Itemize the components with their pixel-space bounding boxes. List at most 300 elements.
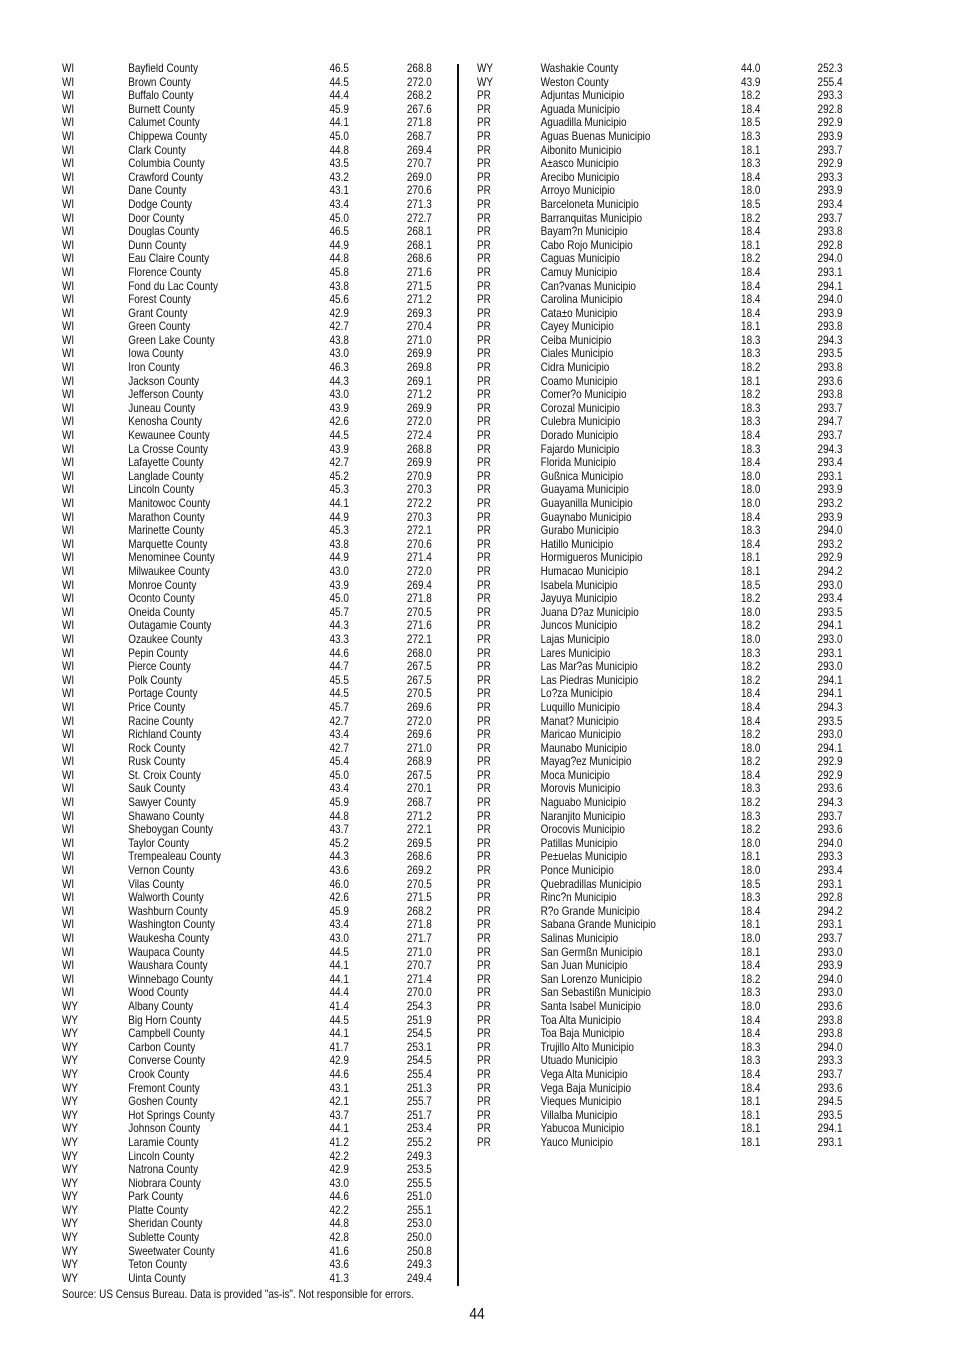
state-code: WI bbox=[62, 768, 75, 782]
county-name: Manat? Municipio bbox=[540, 714, 619, 728]
state-code: PR bbox=[477, 524, 491, 538]
longitude-value: 270.3 bbox=[406, 483, 432, 497]
table-row bbox=[62, 809, 432, 824]
table-row bbox=[62, 823, 432, 837]
longitude-value: 293.7 bbox=[817, 401, 843, 415]
state-code: PR bbox=[477, 945, 491, 959]
table-row bbox=[62, 415, 432, 429]
state-code: WY bbox=[62, 1122, 79, 1136]
latitude-value: 44.6 bbox=[329, 1190, 349, 1204]
county-name: Barceloneta Municipio bbox=[540, 197, 639, 211]
latitude-value: 46.5 bbox=[329, 225, 349, 239]
latitude-value: 43.8 bbox=[329, 333, 349, 347]
county-name: Aguas Buenas Municipio bbox=[540, 129, 651, 143]
latitude-value: 44.4 bbox=[329, 986, 349, 1000]
table-row bbox=[62, 1108, 432, 1123]
table-row bbox=[62, 429, 432, 443]
longitude-value: 293.1 bbox=[817, 1135, 843, 1149]
table-row bbox=[477, 129, 843, 144]
longitude-value: 294.3 bbox=[817, 333, 843, 347]
state-code: WI bbox=[62, 469, 75, 483]
county-name: Toa Baja Municipio bbox=[540, 1027, 625, 1041]
longitude-value: 272.7 bbox=[406, 211, 432, 225]
state-code: PR bbox=[477, 143, 491, 157]
table-row bbox=[62, 537, 432, 552]
table-row bbox=[62, 986, 432, 1000]
longitude-value: 293.7 bbox=[817, 932, 843, 945]
longitude-value: 269.2 bbox=[406, 864, 432, 878]
state-code: PR bbox=[477, 836, 491, 850]
state-code: PR bbox=[477, 768, 491, 782]
state-code: PR bbox=[477, 551, 491, 565]
longitude-value: 293.5 bbox=[817, 1108, 843, 1122]
latitude-value: 18.2 bbox=[741, 388, 761, 402]
latitude-value: 45.9 bbox=[329, 796, 349, 810]
county-name: Johnson County bbox=[128, 1122, 201, 1136]
state-code: PR bbox=[477, 728, 491, 742]
state-code: PR bbox=[477, 687, 491, 701]
county-name: Marinette County bbox=[128, 524, 205, 538]
county-name: Luquillo Municipio bbox=[540, 700, 620, 714]
latitude-value: 18.0 bbox=[741, 836, 761, 850]
longitude-value: 293.7 bbox=[817, 1067, 843, 1081]
county-name: Patillas Municipio bbox=[540, 836, 618, 850]
table-row bbox=[477, 877, 843, 892]
table-row bbox=[62, 265, 432, 280]
county-name: Villalba Municipio bbox=[540, 1108, 618, 1122]
latitude-value: 45.6 bbox=[329, 293, 349, 307]
county-name: Jefferson County bbox=[128, 388, 204, 402]
state-code: WI bbox=[62, 170, 75, 184]
latitude-value: 18.3 bbox=[741, 782, 761, 796]
state-code: WI bbox=[62, 157, 75, 171]
table-row bbox=[62, 932, 432, 946]
latitude-value: 45.5 bbox=[329, 673, 349, 687]
table-row bbox=[62, 143, 432, 158]
latitude-value: 42.6 bbox=[329, 415, 349, 429]
state-code: PR bbox=[477, 157, 491, 171]
longitude-value: 293.5 bbox=[817, 605, 843, 619]
table-row bbox=[62, 211, 432, 226]
latitude-value: 44.6 bbox=[329, 1067, 349, 1081]
latitude-value: 43.9 bbox=[329, 442, 349, 456]
table-row bbox=[62, 62, 432, 76]
table-row bbox=[62, 184, 432, 198]
longitude-value: 293.1 bbox=[817, 265, 843, 279]
latitude-value: 43.9 bbox=[741, 75, 761, 89]
latitude-value: 18.0 bbox=[741, 632, 761, 646]
state-code: WI bbox=[62, 361, 75, 375]
table-row bbox=[477, 293, 843, 307]
county-name: Jackson County bbox=[128, 374, 200, 388]
table-row bbox=[62, 1054, 432, 1068]
latitude-value: 42.2 bbox=[329, 1203, 349, 1217]
table-row bbox=[477, 999, 843, 1014]
table-row bbox=[477, 252, 843, 266]
county-name: Uinta County bbox=[128, 1271, 186, 1285]
county-name: Washburn County bbox=[128, 904, 208, 918]
state-code: PR bbox=[477, 401, 491, 415]
latitude-value: 41.7 bbox=[329, 1040, 349, 1054]
county-name: Green County bbox=[128, 320, 191, 334]
county-name: Can?vanas Municipio bbox=[540, 279, 636, 293]
longitude-value: 271.3 bbox=[406, 197, 432, 211]
longitude-value: 293.9 bbox=[817, 306, 843, 320]
longitude-value: 270.7 bbox=[406, 157, 432, 171]
state-code: PR bbox=[477, 864, 491, 878]
county-name: Carbon County bbox=[128, 1040, 196, 1054]
table-row bbox=[477, 401, 843, 416]
longitude-value: 251.7 bbox=[406, 1108, 432, 1122]
table-row bbox=[62, 1095, 432, 1109]
county-name: Cidra Municipio bbox=[540, 361, 610, 375]
latitude-value: 18.2 bbox=[741, 755, 761, 769]
page-number: 44 bbox=[469, 1306, 485, 1323]
longitude-value: 255.4 bbox=[406, 1067, 432, 1081]
state-code: WI bbox=[62, 673, 75, 687]
table-row bbox=[62, 646, 432, 661]
state-code: WI bbox=[62, 211, 75, 225]
longitude-value: 268.8 bbox=[406, 442, 432, 456]
table-row bbox=[477, 320, 843, 334]
longitude-value: 292.9 bbox=[817, 157, 843, 171]
state-code: PR bbox=[477, 374, 491, 388]
state-code: PR bbox=[477, 646, 491, 660]
latitude-value: 18.0 bbox=[741, 932, 761, 945]
state-code: WY bbox=[62, 1054, 79, 1068]
table-row bbox=[62, 306, 432, 321]
county-name: Mayag?ez Municipio bbox=[540, 755, 632, 769]
state-code: WY bbox=[62, 1108, 79, 1122]
latitude-value: 18.4 bbox=[741, 293, 761, 307]
table-row bbox=[62, 1149, 432, 1164]
longitude-value: 251.9 bbox=[406, 1013, 432, 1027]
table-row bbox=[477, 483, 843, 497]
latitude-value: 18.3 bbox=[741, 524, 761, 538]
state-code: WI bbox=[62, 265, 75, 279]
county-name: Clark County bbox=[128, 143, 186, 157]
table-row bbox=[62, 456, 432, 470]
latitude-value: 18.4 bbox=[741, 537, 761, 551]
longitude-value: 293.5 bbox=[817, 347, 843, 361]
latitude-value: 45.0 bbox=[329, 211, 349, 225]
table-row bbox=[62, 768, 432, 783]
table-row bbox=[477, 850, 843, 864]
state-code: WY bbox=[62, 1081, 79, 1095]
county-name: Maunabo Municipio bbox=[540, 741, 628, 755]
state-code: WI bbox=[62, 850, 75, 864]
longitude-value: 293.9 bbox=[817, 959, 843, 973]
state-code: WY bbox=[62, 1190, 79, 1204]
county-name: Lincoln County bbox=[128, 483, 195, 497]
longitude-value: 293.3 bbox=[817, 1054, 843, 1068]
table-row bbox=[62, 864, 432, 878]
state-code: WI bbox=[62, 945, 75, 959]
state-code: WI bbox=[62, 578, 75, 592]
latitude-value: 18.4 bbox=[741, 700, 761, 714]
state-code: WI bbox=[62, 510, 75, 524]
county-name: Arroyo Municipio bbox=[540, 184, 615, 198]
county-name: Las Piedras Municipio bbox=[540, 673, 639, 687]
longitude-value: 293.8 bbox=[817, 320, 843, 334]
table-row bbox=[477, 524, 843, 538]
table-row bbox=[62, 782, 432, 796]
state-code: WY bbox=[62, 1163, 79, 1177]
county-name: Bayam?n Municipio bbox=[540, 225, 628, 239]
longitude-value: 271.8 bbox=[406, 116, 432, 130]
source-note: Source: US Census Bureau. Data is provided "as-is". Not responsible for errors. bbox=[62, 1288, 414, 1301]
table-row bbox=[477, 62, 843, 76]
longitude-value: 294.1 bbox=[817, 1122, 843, 1136]
state-code: PR bbox=[477, 891, 491, 905]
table-row bbox=[62, 836, 432, 851]
county-name: Fremont County bbox=[128, 1081, 200, 1095]
latitude-value: 45.9 bbox=[329, 102, 349, 116]
county-name: Kenosha County bbox=[128, 415, 202, 429]
table-row bbox=[62, 1190, 432, 1204]
longitude-value: 268.1 bbox=[406, 238, 432, 252]
state-code: PR bbox=[477, 293, 491, 307]
longitude-value: 294.1 bbox=[817, 741, 843, 755]
longitude-value: 268.2 bbox=[406, 904, 432, 918]
longitude-value: 269.9 bbox=[406, 347, 432, 361]
county-name: Laramie County bbox=[128, 1135, 199, 1149]
table-row bbox=[62, 714, 432, 729]
state-code: PR bbox=[477, 605, 491, 619]
longitude-value: 293.0 bbox=[817, 986, 843, 1000]
table-row bbox=[477, 1013, 843, 1028]
table-row bbox=[62, 1081, 432, 1096]
latitude-value: 44.9 bbox=[329, 510, 349, 524]
state-code: PR bbox=[477, 959, 491, 973]
county-name: Ozaukee County bbox=[128, 632, 203, 646]
longitude-value: 294.0 bbox=[817, 972, 843, 986]
longitude-value: 269.9 bbox=[406, 456, 432, 470]
longitude-value: 294.3 bbox=[817, 700, 843, 714]
table-row bbox=[62, 170, 432, 185]
latitude-value: 44.1 bbox=[329, 497, 349, 510]
county-name: Milwaukee County bbox=[128, 564, 210, 578]
table-row bbox=[62, 510, 432, 525]
state-code: WI bbox=[62, 632, 75, 646]
table-row bbox=[62, 1027, 432, 1041]
longitude-value: 293.4 bbox=[817, 197, 843, 211]
state-code: PR bbox=[477, 755, 491, 769]
latitude-value: 41.6 bbox=[329, 1244, 349, 1258]
county-name: Crook County bbox=[128, 1067, 190, 1081]
table-row bbox=[62, 578, 432, 593]
county-name: Sheboygan County bbox=[128, 823, 214, 837]
table-row bbox=[477, 864, 843, 878]
table-row bbox=[62, 891, 432, 905]
longitude-value: 293.8 bbox=[817, 1027, 843, 1041]
longitude-value: 294.0 bbox=[817, 836, 843, 850]
table-row bbox=[477, 741, 843, 756]
table-row bbox=[62, 401, 432, 416]
longitude-value: 271.4 bbox=[406, 551, 432, 565]
county-name: Juncos Municipio bbox=[540, 619, 618, 633]
county-name: Orocovis Municipio bbox=[540, 823, 625, 837]
table-row bbox=[477, 959, 843, 973]
longitude-value: 268.1 bbox=[406, 225, 432, 239]
latitude-value: 43.0 bbox=[329, 388, 349, 402]
latitude-value: 18.0 bbox=[741, 483, 761, 497]
county-name: Florence County bbox=[128, 265, 202, 279]
latitude-value: 43.4 bbox=[329, 728, 349, 742]
table-row bbox=[62, 673, 432, 688]
county-name: Juana D?az Municipio bbox=[540, 605, 639, 619]
longitude-value: 253.1 bbox=[406, 1040, 432, 1054]
latitude-value: 44.5 bbox=[329, 687, 349, 701]
county-name: Cata±o Municipio bbox=[540, 306, 618, 320]
table-row bbox=[477, 388, 843, 402]
longitude-value: 294.7 bbox=[817, 415, 843, 429]
county-name: Arecibo Municipio bbox=[540, 170, 620, 184]
state-code: WI bbox=[62, 592, 75, 606]
latitude-value: 18.4 bbox=[741, 429, 761, 443]
longitude-value: 249.3 bbox=[406, 1258, 432, 1272]
latitude-value: 43.6 bbox=[329, 864, 349, 878]
latitude-value: 44.7 bbox=[329, 660, 349, 674]
county-name: Rock County bbox=[128, 741, 186, 755]
county-name: Iron County bbox=[128, 361, 180, 375]
latitude-value: 43.1 bbox=[329, 1081, 349, 1095]
table-row bbox=[477, 143, 843, 158]
county-name: Manitowoc County bbox=[128, 497, 211, 510]
state-code: WY bbox=[62, 1067, 79, 1081]
latitude-value: 44.1 bbox=[329, 1122, 349, 1136]
state-code: PR bbox=[477, 782, 491, 796]
longitude-value: 292.9 bbox=[817, 755, 843, 769]
latitude-value: 42.6 bbox=[329, 891, 349, 905]
state-code: WI bbox=[62, 116, 75, 130]
longitude-value: 293.4 bbox=[817, 456, 843, 470]
state-code: PR bbox=[477, 306, 491, 320]
state-code: WI bbox=[62, 252, 75, 266]
table-row bbox=[477, 687, 843, 701]
state-code: WI bbox=[62, 143, 75, 157]
table-row bbox=[62, 850, 432, 864]
county-name: Cayey Municipio bbox=[540, 320, 614, 334]
state-code: WI bbox=[62, 904, 75, 918]
state-code: WI bbox=[62, 306, 75, 320]
state-code: WI bbox=[62, 891, 75, 905]
state-code: WY bbox=[62, 1231, 79, 1245]
latitude-value: 44.9 bbox=[329, 551, 349, 565]
table-row bbox=[477, 932, 843, 946]
latitude-value: 18.2 bbox=[741, 673, 761, 687]
county-name: Vieques Municipio bbox=[540, 1095, 622, 1109]
latitude-value: 44.8 bbox=[329, 252, 349, 266]
county-name: Douglas County bbox=[128, 225, 200, 239]
table-row bbox=[62, 564, 432, 579]
latitude-value: 44.5 bbox=[329, 945, 349, 959]
state-code: PR bbox=[477, 619, 491, 633]
longitude-value: 268.9 bbox=[406, 755, 432, 769]
county-name: Kewaunee County bbox=[128, 429, 210, 443]
county-name: Vilas County bbox=[128, 877, 185, 891]
county-name: Park County bbox=[128, 1190, 184, 1204]
table-row bbox=[62, 374, 432, 389]
county-name: R?o Grande Municipio bbox=[540, 904, 640, 918]
state-code: WY bbox=[477, 75, 494, 89]
longitude-value: 293.6 bbox=[817, 782, 843, 796]
longitude-value: 270.5 bbox=[406, 605, 432, 619]
county-name: St. Croix County bbox=[128, 768, 201, 782]
latitude-value: 18.3 bbox=[741, 986, 761, 1000]
latitude-value: 43.0 bbox=[329, 347, 349, 361]
county-name: Brown County bbox=[128, 75, 191, 89]
county-name: Sheridan County bbox=[128, 1217, 203, 1231]
table-row bbox=[477, 211, 843, 226]
table-row bbox=[477, 1040, 843, 1055]
longitude-value: 293.9 bbox=[817, 510, 843, 524]
county-name: Oneida County bbox=[128, 605, 195, 619]
table-row bbox=[477, 429, 843, 443]
longitude-value: 293.1 bbox=[817, 877, 843, 891]
longitude-value: 294.2 bbox=[817, 904, 843, 918]
table-row bbox=[477, 768, 843, 783]
latitude-value: 43.0 bbox=[329, 564, 349, 578]
table-row bbox=[477, 1108, 843, 1123]
table-row bbox=[62, 1067, 432, 1082]
state-code: WY bbox=[62, 1027, 79, 1041]
longitude-value: 293.3 bbox=[817, 170, 843, 184]
table-row bbox=[477, 714, 843, 729]
county-name: Chippewa County bbox=[128, 129, 207, 143]
latitude-value: 18.3 bbox=[741, 157, 761, 171]
table-row bbox=[62, 497, 432, 511]
latitude-value: 44.5 bbox=[329, 1013, 349, 1027]
latitude-value: 45.3 bbox=[329, 483, 349, 497]
county-name: Columbia County bbox=[128, 157, 205, 171]
county-name: Pepin County bbox=[128, 646, 189, 660]
table-row bbox=[62, 102, 432, 117]
table-row bbox=[62, 945, 432, 960]
longitude-value: 293.2 bbox=[817, 537, 843, 551]
latitude-value: 43.6 bbox=[329, 1258, 349, 1272]
latitude-value: 43.4 bbox=[329, 918, 349, 932]
latitude-value: 44.5 bbox=[329, 429, 349, 443]
state-code: PR bbox=[477, 673, 491, 687]
longitude-value: 270.5 bbox=[406, 877, 432, 891]
longitude-value: 268.7 bbox=[406, 129, 432, 143]
table-row bbox=[62, 442, 432, 457]
state-code: PR bbox=[477, 415, 491, 429]
state-code: PR bbox=[477, 999, 491, 1013]
longitude-value: 293.6 bbox=[817, 374, 843, 388]
longitude-value: 293.9 bbox=[817, 483, 843, 497]
longitude-value: 271.5 bbox=[406, 891, 432, 905]
state-code: PR bbox=[477, 1122, 491, 1136]
county-name: Aguada Municipio bbox=[540, 102, 620, 116]
longitude-value: 293.2 bbox=[817, 497, 843, 510]
longitude-value: 292.9 bbox=[817, 116, 843, 130]
state-code: WI bbox=[62, 619, 75, 633]
longitude-value: 293.3 bbox=[817, 850, 843, 864]
latitude-value: 45.0 bbox=[329, 768, 349, 782]
longitude-value: 293.8 bbox=[817, 225, 843, 239]
longitude-value: 253.4 bbox=[406, 1122, 432, 1136]
longitude-value: 267.5 bbox=[406, 673, 432, 687]
longitude-value: 294.0 bbox=[817, 524, 843, 538]
longitude-value: 269.8 bbox=[406, 361, 432, 375]
state-code: WI bbox=[62, 483, 75, 497]
latitude-value: 18.4 bbox=[741, 768, 761, 782]
latitude-value: 41.3 bbox=[329, 1271, 349, 1285]
latitude-value: 18.4 bbox=[741, 510, 761, 524]
table-row bbox=[62, 605, 432, 620]
